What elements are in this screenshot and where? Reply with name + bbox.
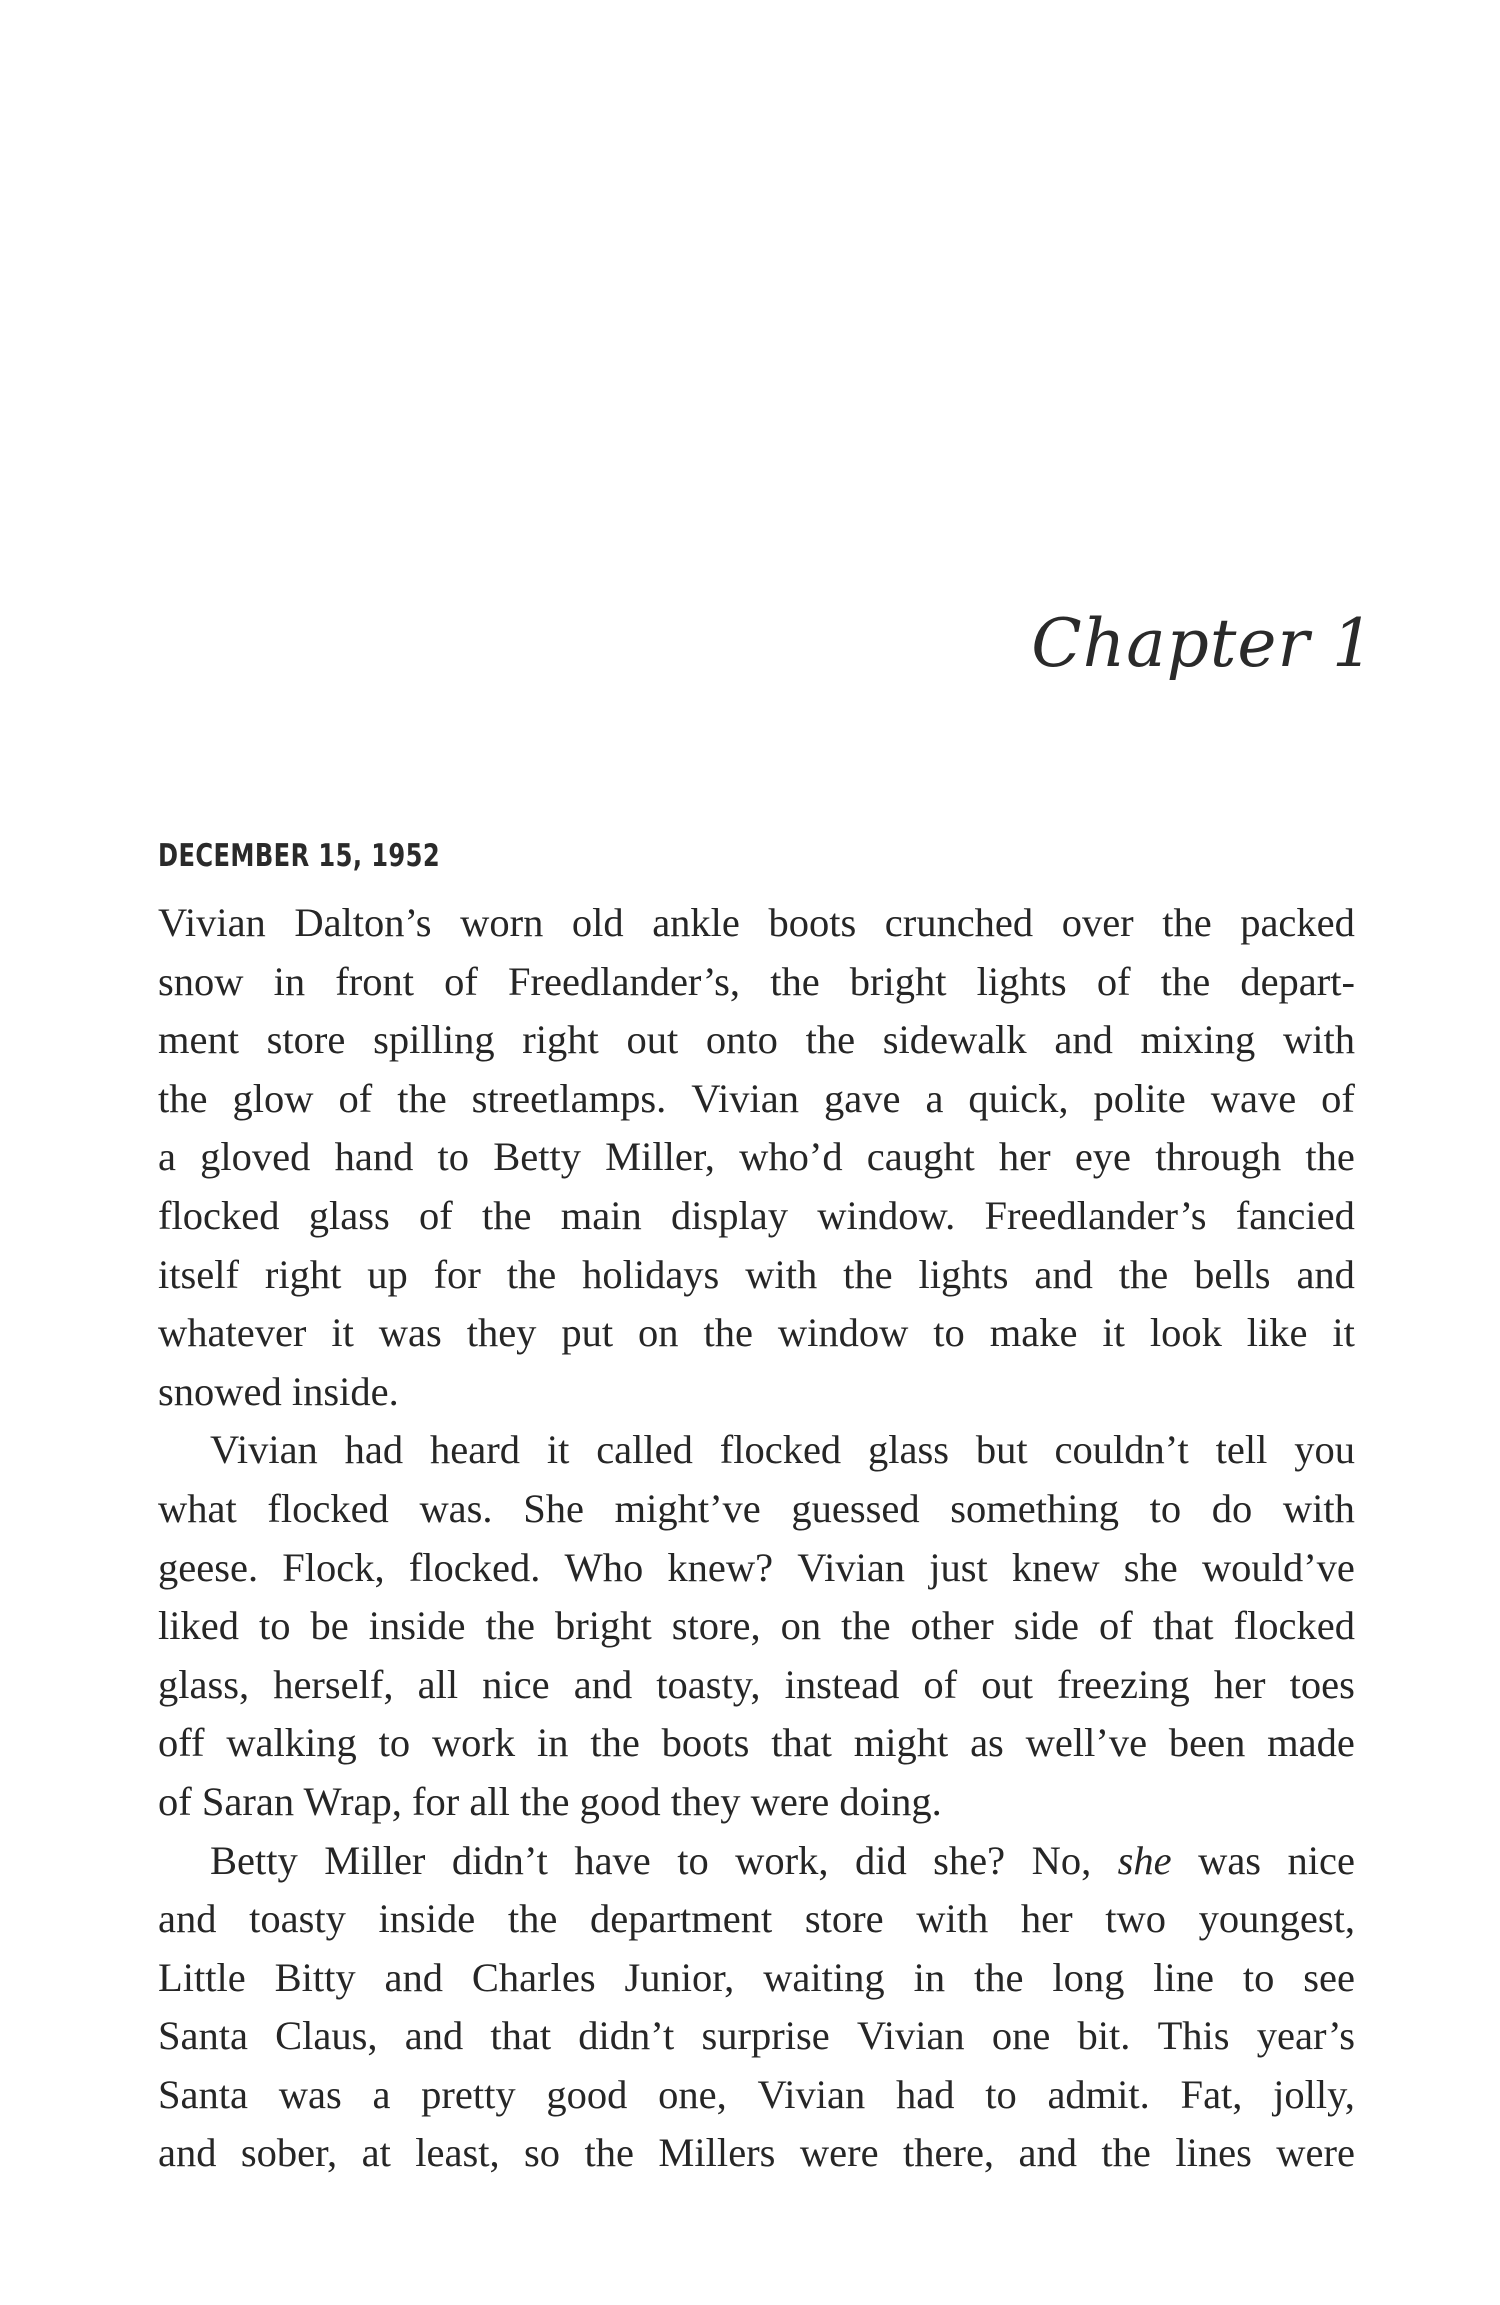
word: with — [916, 1896, 989, 1942]
word: store, — [671, 1603, 761, 1649]
word: sober, — [240, 2130, 338, 2176]
word: main — [560, 1192, 642, 1238]
text-line — [158, 2124, 1355, 2183]
word: the — [805, 1017, 856, 1063]
word: bells — [1194, 1251, 1271, 1297]
word: the — [482, 1192, 532, 1238]
word: to — [1242, 1954, 1275, 2000]
word: it — [1102, 1310, 1125, 1356]
word: ment — [158, 1017, 239, 1063]
word: mixing — [1140, 1017, 1256, 1063]
word: the — [158, 1075, 208, 1121]
word: sidewalk — [882, 1017, 1027, 1063]
word: inside — [378, 1896, 476, 1942]
word: toes — [1289, 1661, 1355, 1707]
word: She — [523, 1485, 584, 1531]
word: over — [1061, 900, 1134, 945]
word: gave — [824, 1075, 901, 1121]
word: have — [574, 1837, 651, 1883]
word: Junior, — [624, 1954, 735, 2000]
word: of — [923, 1661, 958, 1707]
word: window. — [817, 1192, 956, 1238]
word: through — [1155, 1134, 1282, 1180]
word: year’s — [1256, 2013, 1355, 2059]
word: surprise — [701, 2013, 830, 2059]
word: youngest, — [1198, 1896, 1355, 1942]
word: walking — [226, 1720, 357, 1766]
word: in — [537, 1720, 569, 1766]
word: right — [264, 1251, 342, 1297]
word: bright — [849, 958, 947, 1004]
word: the — [507, 1896, 558, 1942]
word: and — [1054, 1017, 1113, 1063]
word: to — [437, 1134, 470, 1180]
word: herself, — [273, 1661, 394, 1707]
word: made — [1267, 1720, 1355, 1766]
word: on — [638, 1310, 679, 1356]
word: flocked — [1233, 1603, 1355, 1649]
word: with — [1282, 1485, 1355, 1531]
word: and — [404, 2013, 464, 2059]
word: all — [417, 1661, 459, 1707]
word: the — [1118, 1251, 1169, 1297]
word: a — [372, 2071, 391, 2117]
word: Betty — [493, 1134, 581, 1180]
word: out — [626, 1017, 679, 1063]
word: were — [1276, 2130, 1355, 2176]
word: they — [466, 1310, 537, 1356]
word: the — [703, 1310, 753, 1356]
word: so — [524, 2130, 561, 2176]
word: at — [361, 2130, 391, 2176]
text-line — [158, 894, 1355, 953]
word: with — [1282, 1017, 1355, 1063]
word: Miller, — [605, 1134, 715, 1180]
word: boots — [661, 1720, 750, 1766]
word: up — [367, 1251, 408, 1297]
word: lights — [918, 1251, 1009, 1297]
word: department — [590, 1896, 773, 1942]
word: streetlamps. — [471, 1075, 667, 1121]
word: off — [158, 1720, 205, 1766]
word: right — [522, 1017, 599, 1063]
word: admit. — [1047, 2071, 1150, 2117]
word: the — [843, 1251, 893, 1297]
word: Vivian — [210, 1427, 318, 1473]
word: called — [596, 1427, 693, 1473]
text-line — [158, 1949, 1355, 2008]
dateline: DECEMBER 15, 1952 — [158, 838, 441, 874]
word: in — [273, 958, 306, 1004]
word: and — [573, 1661, 633, 1707]
word: boots — [768, 900, 857, 945]
word: packed — [1240, 900, 1355, 945]
word: snow — [158, 958, 244, 1004]
word: lines — [1175, 2130, 1252, 2176]
word: a — [158, 1134, 176, 1180]
word: ankle — [652, 900, 740, 945]
word: good — [546, 2071, 628, 2117]
word: of — [418, 1192, 453, 1238]
word: like — [1246, 1310, 1308, 1356]
word: in — [913, 1954, 946, 2000]
word: window — [777, 1310, 909, 1356]
word: be — [310, 1603, 349, 1649]
word: knew? — [667, 1544, 774, 1590]
word: Vivian — [158, 900, 266, 945]
word: line — [1153, 1954, 1214, 2000]
word: of — [1096, 958, 1131, 1004]
word: her — [1213, 1661, 1266, 1707]
word: one — [991, 2013, 1051, 2059]
word: and — [1018, 2130, 1077, 2176]
word: the — [397, 1075, 447, 1121]
word: to — [677, 1837, 709, 1883]
word: flocked — [267, 1485, 389, 1531]
word: waiting — [763, 1954, 885, 2000]
word: it — [331, 1310, 354, 1356]
word: gloved — [200, 1134, 311, 1180]
word: something — [950, 1485, 1120, 1531]
word: bit. — [1077, 2013, 1131, 2059]
word: hand — [334, 1134, 414, 1180]
word: of — [444, 958, 478, 1004]
word: Who — [564, 1544, 644, 1590]
word: caught — [866, 1134, 975, 1180]
word: with — [745, 1251, 818, 1297]
word: been — [1168, 1720, 1246, 1766]
word: a — [925, 1075, 944, 1121]
word: store — [804, 1896, 884, 1942]
word: nice — [1287, 1837, 1355, 1883]
word: was — [378, 1310, 442, 1356]
text-line — [158, 1714, 1355, 1773]
word: and — [1296, 1251, 1355, 1297]
word: worn — [460, 900, 544, 945]
word: flocked. — [408, 1544, 541, 1590]
text-line — [158, 1246, 1355, 1305]
word: didn’t — [451, 1837, 548, 1883]
word: glass — [868, 1427, 950, 1473]
word: would’ve — [1201, 1544, 1355, 1590]
word: might’ve — [614, 1485, 761, 1531]
word: that — [1152, 1603, 1214, 1649]
word: but — [975, 1427, 1028, 1473]
word: might — [853, 1720, 949, 1766]
text-line: snowed inside. — [158, 1368, 399, 1414]
word: two — [1105, 1896, 1166, 1942]
word: to — [258, 1603, 291, 1649]
text-line — [158, 1304, 1355, 1363]
text-line — [158, 1187, 1355, 1246]
word: Dalton’s — [294, 900, 432, 945]
word: to — [933, 1310, 965, 1356]
word: glow — [232, 1075, 314, 1121]
word: of — [1321, 1075, 1355, 1121]
word: and — [1034, 1251, 1093, 1297]
word: the — [973, 1954, 1024, 2000]
word: on — [780, 1603, 822, 1649]
word: it — [546, 1427, 570, 1473]
word: crunched — [884, 900, 1034, 945]
word: glass — [308, 1192, 390, 1238]
word: front — [335, 958, 415, 1004]
word: her — [998, 1134, 1051, 1180]
word: Betty — [210, 1837, 298, 1883]
text-line — [158, 2007, 1355, 2066]
word: Flock, — [282, 1544, 385, 1590]
word: the — [1160, 958, 1211, 1004]
word: it — [1332, 1310, 1355, 1356]
text-line: of Saran Wrap, for all the good they were doing. — [158, 1778, 942, 1824]
word: eye — [1074, 1134, 1132, 1180]
word: guessed — [791, 1485, 920, 1531]
word: and — [384, 1954, 444, 2000]
word: work — [431, 1720, 516, 1766]
text-line — [158, 1656, 1355, 1715]
word: to — [378, 1720, 411, 1766]
text-line — [158, 1597, 1355, 1656]
word: the — [841, 1603, 891, 1649]
word: flocked — [158, 1192, 280, 1238]
paragraph-3 — [158, 1832, 1355, 2184]
word: were — [799, 2130, 879, 2176]
word: toasty, — [656, 1661, 761, 1707]
word: the — [1305, 1134, 1355, 1180]
word: fancied — [1235, 1192, 1355, 1238]
word: pretty — [421, 2071, 516, 2117]
word: put — [561, 1310, 614, 1356]
word: display — [671, 1192, 788, 1238]
word: there, — [902, 2130, 995, 2176]
word: didn’t — [578, 2013, 675, 2059]
word: Vivian — [691, 1075, 800, 1121]
text-line-first — [158, 1832, 1355, 1891]
word: she? — [933, 1837, 1006, 1883]
word: lights — [976, 958, 1067, 1004]
word: see — [1303, 1954, 1355, 2000]
word: flocked — [719, 1427, 842, 1473]
word: inside — [368, 1603, 466, 1649]
word: work, — [735, 1837, 829, 1883]
word: knew — [1011, 1544, 1100, 1590]
word: itself — [158, 1251, 239, 1297]
text-line — [158, 2066, 1355, 2125]
word: that — [490, 2013, 552, 2059]
word: long — [1052, 1954, 1125, 2000]
word: jolly, — [1273, 2071, 1355, 2117]
word: nice — [482, 1661, 550, 1707]
word: tell — [1215, 1427, 1268, 1473]
word: the — [485, 1603, 535, 1649]
text-line — [158, 1890, 1355, 1949]
word: the — [506, 1251, 557, 1297]
word: Vivian — [856, 2013, 965, 2059]
word: depart- — [1240, 958, 1355, 1004]
word: for — [433, 1251, 481, 1297]
word: least, — [415, 2130, 500, 2176]
word: did — [854, 1837, 907, 1883]
word: old — [571, 900, 624, 945]
word: she — [1123, 1544, 1178, 1590]
text-line — [158, 1070, 1355, 1129]
word: and — [158, 2130, 217, 2176]
word: polite — [1093, 1075, 1186, 1121]
word: Santa — [158, 2071, 248, 2117]
word: Fat, — [1180, 2071, 1243, 2117]
word: was. — [419, 1485, 493, 1531]
word: make — [989, 1310, 1078, 1356]
word: other — [910, 1603, 994, 1649]
word: Freedlander’s — [984, 1192, 1207, 1238]
word: This — [1157, 2013, 1230, 2059]
word: the — [1101, 2130, 1151, 2176]
word: was — [278, 2071, 342, 2117]
word: who’d — [739, 1134, 843, 1180]
word: side — [1013, 1603, 1080, 1649]
word: heard — [430, 1427, 520, 1473]
text-line — [158, 1128, 1355, 1187]
word: holidays — [582, 1251, 720, 1297]
word: to — [985, 2071, 1017, 2117]
word: Santa — [158, 2013, 248, 2059]
paragraph-2 — [158, 1421, 1355, 1831]
word: that — [771, 1720, 832, 1766]
paragraph-1 — [158, 894, 1355, 1421]
word: quick, — [968, 1075, 1069, 1121]
word: and — [158, 1896, 217, 1942]
word: wave — [1210, 1075, 1297, 1121]
word: do — [1211, 1485, 1253, 1531]
word: of — [338, 1075, 373, 1121]
word: out — [981, 1661, 1033, 1707]
word: bright — [554, 1603, 652, 1649]
word: the — [1162, 900, 1212, 945]
word: just — [929, 1544, 988, 1590]
text-line — [158, 1421, 1355, 1480]
word: was — [1198, 1837, 1262, 1883]
word: Miller — [324, 1837, 426, 1883]
word: No, — [1031, 1837, 1092, 1883]
word: one, — [658, 2071, 727, 2117]
word: had — [344, 1427, 404, 1473]
word: couldn’t — [1054, 1427, 1189, 1473]
word: well’ve — [1025, 1720, 1148, 1766]
word: had — [895, 2071, 955, 2117]
word: liked — [158, 1603, 239, 1649]
word: toasty — [249, 1896, 346, 1942]
word: look — [1149, 1310, 1222, 1356]
text-line — [158, 1539, 1355, 1598]
word: what — [158, 1485, 237, 1531]
body-text — [158, 894, 1355, 2183]
emphasis-text: she — [1117, 1837, 1172, 1883]
word: as — [970, 1720, 1004, 1766]
word: to — [1149, 1485, 1182, 1531]
word: Little — [158, 1954, 246, 2000]
word: Claus, — [275, 2013, 378, 2059]
text-line — [158, 1011, 1355, 1070]
text-line — [158, 1480, 1355, 1539]
word: freezing — [1057, 1661, 1190, 1707]
word: glass, — [158, 1661, 250, 1707]
word: Millers — [658, 2130, 776, 2176]
chapter-heading: Chapter 1 — [1031, 605, 1375, 682]
word: the — [590, 1720, 640, 1766]
word: spilling — [373, 1017, 495, 1063]
word: store — [266, 1017, 346, 1063]
word: Vivian — [757, 2071, 866, 2117]
word: the — [770, 958, 820, 1004]
word: geese. — [158, 1544, 259, 1590]
word: instead — [784, 1661, 900, 1707]
word: Charles — [471, 1954, 596, 2000]
word: her — [1020, 1896, 1073, 1942]
word: Bitty — [274, 1954, 356, 2000]
word: of — [1099, 1603, 1133, 1649]
word: Vivian — [797, 1544, 906, 1590]
word: onto — [705, 1017, 778, 1063]
word: you — [1294, 1427, 1355, 1473]
word: the — [584, 2130, 634, 2176]
word: whatever — [158, 1310, 307, 1356]
word: Freedlander’s, — [508, 958, 741, 1004]
text-line — [158, 953, 1355, 1012]
